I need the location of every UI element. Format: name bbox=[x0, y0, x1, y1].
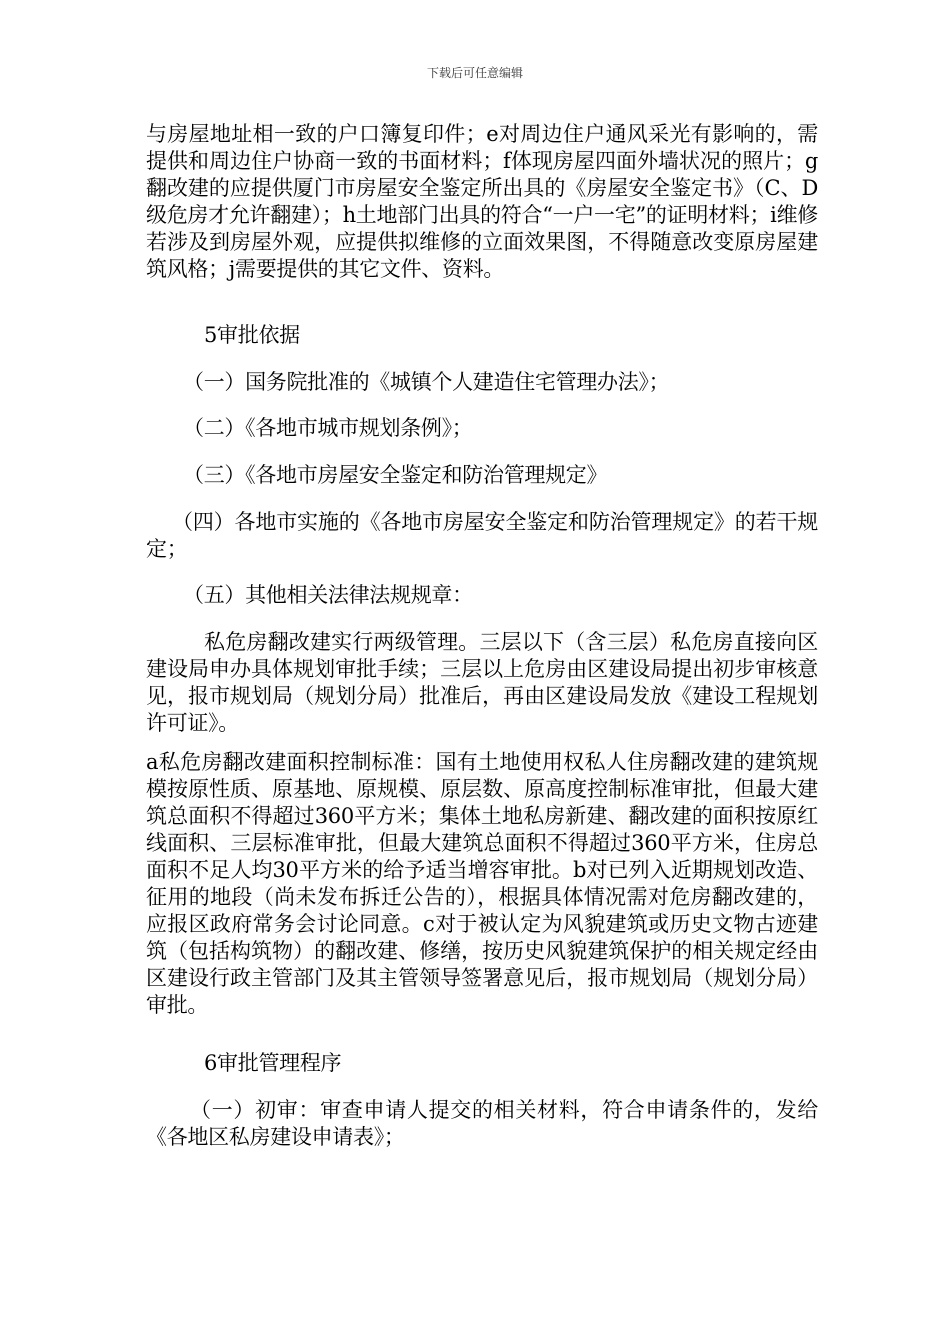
section-heading-5: 5审批依据 bbox=[204, 323, 300, 347]
paragraph-area-control: a私危房翻改建面积控制标准：国有土地使用权私人住房翻改建的建筑规模按原性质、原基地、原规模、原层数、原高度控制标准审批，但最大建筑总面积不得超过360平方米；集体土地私房新建、翻改建的面积按原红线面积、三层标准审批，但最大建筑总面积不得超过360平方米，住房总面积不足人均30平方米的给予适当增容审批。b对已列入近期规划改造、征用的地段（尚未发布拆迁公告的），根据具体情况需对危房翻改建的，应报区政府常务会讨论同意。c对于被认定为风貌建筑或历史文物古迹建筑（包括构筑物）的翻改建、修缮，按历史风貌建筑保护的相关规定经由区建设行政主管部门及其主管领导签署意见后，报市规划局（规划分局）审批。 bbox=[146, 750, 818, 1017]
basis-item-5: （五）其他相关法律法规规章： bbox=[183, 583, 473, 607]
page-header: 下载后可任意编辑 bbox=[426, 66, 523, 80]
procedure-item-1: （一）初审：审查申请人提交的相关材料，符合申请条件的，发给《各地区私房建设申请表》； bbox=[146, 1098, 818, 1149]
basis-item-1: （一）国务院批准的《城镇个人建造住宅管理办法》； bbox=[183, 370, 670, 394]
basis-item-4: （四）各地市实施的《各地市房屋安全鉴定和防治管理规定》的若干规定； bbox=[146, 510, 818, 561]
basis-item-2: （二）《各地市城市规划条例》； bbox=[183, 416, 473, 440]
paragraph-two-level-management: 私危房翻改建实行两级管理。三层以下（含三层）私危房直接向区建设局申办具体规划审批手续；三层以上危房由区建设局提出初步审核意见，报市规划局（规划分局）批准后，再由区建设局发放《建设工程规划许可证》。 bbox=[146, 630, 818, 735]
basis-item-3: （三）《各地市房屋安全鉴定和防治管理规定》 bbox=[183, 463, 608, 487]
section-heading-6: 6审批管理程序 bbox=[204, 1051, 342, 1075]
paragraph-materials: 与房屋地址相一致的户口簿复印件；e对周边住户通风采光有影响的，需提供和周边住户协商一致的书面材料；f体现房屋四面外墙状况的照片；g翻改建的应提供厦门市房屋安全鉴定所出具的《房屋安全鉴定书》（C、D级危房才允许翻建）；h土地部门出具的符合“一户一宅”的证明材料；i维修若涉及到房屋外观，应提供拟维修的立面效果图，不得随意改变原房屋建筑风格；j需要提供的其它文件、资料。 bbox=[146, 122, 818, 281]
